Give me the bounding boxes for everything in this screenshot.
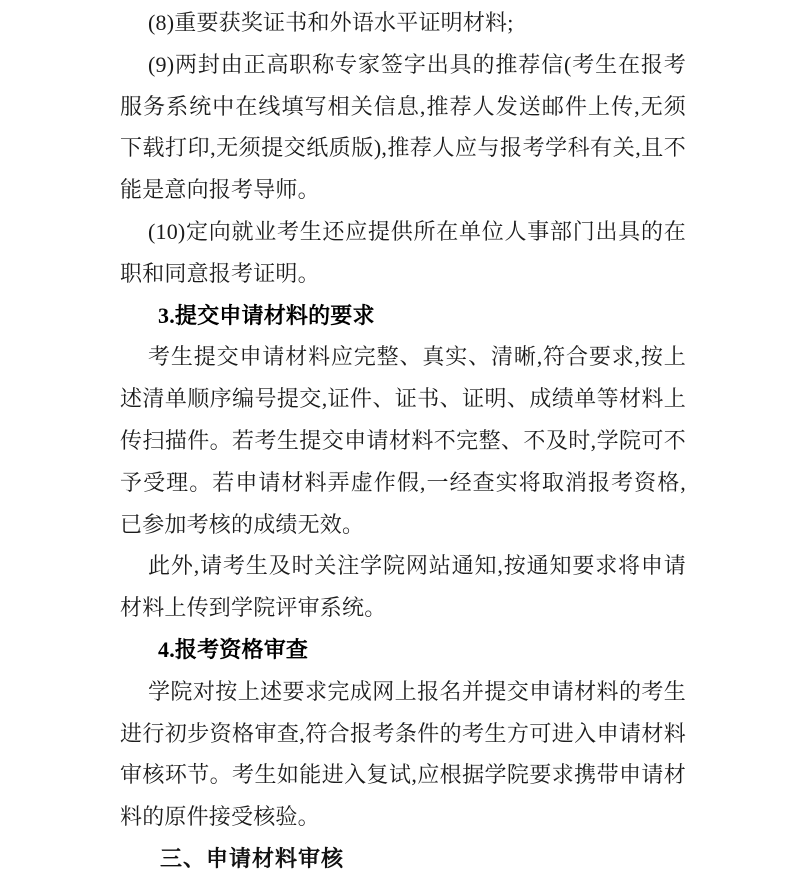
paragraph-submission-rules: 考生提交申请材料应完整、真实、清晰,符合要求,按上述清单顺序编号提交,证件、证书、证明、成绩单等材料上传扫描件。若考生提交申请材料不完整、不及时,学院可不予受理。若申请材料弄虚作假,一经查实将取消报考资格,已参加考核的成绩无效。 (120, 344, 686, 537)
subheading-4-qualification-review: 4.报考资格审查 (158, 636, 309, 662)
section-heading-material-review: 三、申请材料审核 (160, 845, 345, 871)
paragraph-item-9: (9)两封由正高职称专家签字出具的推荐信(考生在报考服务系统中在线填写相关信息,推荐人发送邮件上传,无须下载打印,无须提交纸质版),推荐人应与报考学科有关,且不能是意向报考导师。 (120, 51, 686, 203)
paragraph-qualification-review-detail: 学院对按上述要求完成网上报名并提交申请材料的考生进行初步资格审查,符合报考条件的考生方可进入申请材料审核环节。考生如能进入复试,应根据学院要求携带申请材料的原件接受核验。 (120, 678, 686, 830)
paragraph-item-10: (10)定向就业考生还应提供所在单位人事部门出具的在职和同意报考证明。 (120, 218, 686, 286)
subheading-3-submission-requirements: 3.提交申请材料的要求 (158, 302, 375, 328)
paragraph-website-notice: 此外,请考生及时关注学院网站通知,按通知要求将申请材料上传到学院评审系统。 (120, 553, 686, 621)
paragraph-item-8: (8)重要获奖证书和外语水平证明材料; (148, 10, 514, 35)
